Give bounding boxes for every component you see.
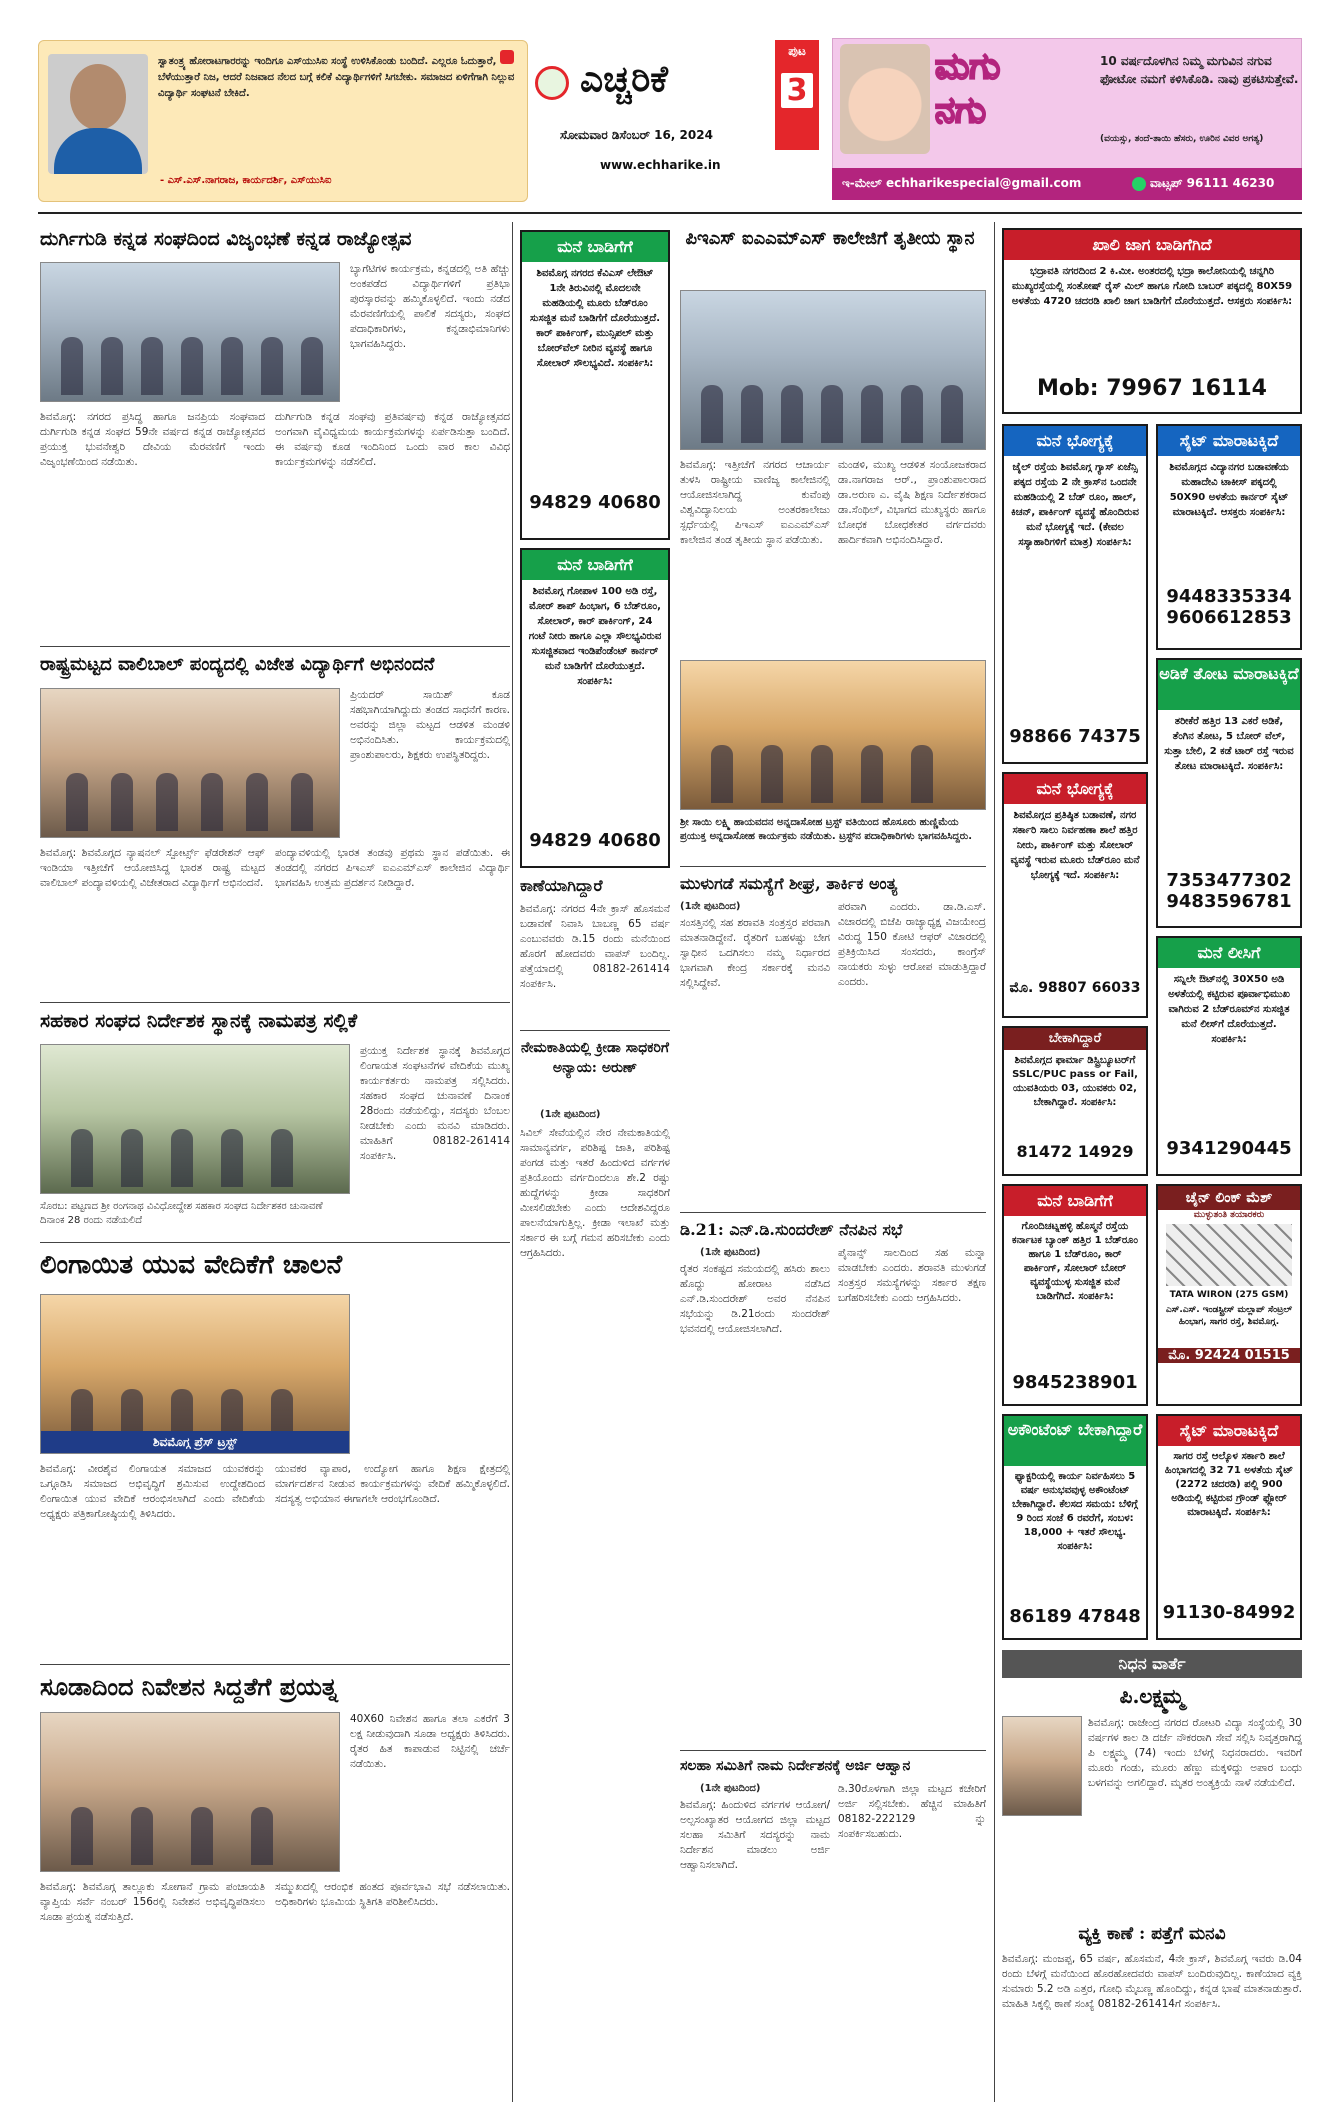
article-body: ಪರವಾಗಿ ಎಂದರು. ಡಾ.ಡಿ.ಎಸ್. ವಿಚಾರದಲ್ಲಿ ಬಿಜೆಪಿ ರಾಜ್ಯಾಧ್ಯಕ್ಷ ವಿಜಯೇಂದ್ರ ವಿರುದ್ಧ 150 ಕೋಟಿ ಆಫರ್ ವಿಚಾರದಲ್ಲಿ ಪ್ರತಿಕ್ರಿಯಿಸಿದ ಸಂಸದರು, ಕಾಂಗ್ರೆಸ್ ನಾಯಕರು ಸುಳ್ಳು ಆರೋಪ ಮಾಡುತ್ತಿದ್ದಾರೆ ಎಂದರು. [838, 901, 986, 988]
ad-text: ಶಿವಮೊಗ್ಗದ ಫಾರ್ಮಾ ಡಿಸ್ಟ್ರಿಬ್ಯೂಟರ್‌ಗೆ SSLC/PUC pass or Fail, ಯುವತಿಯರು 03, ಯುವಕರು 02, ಬೇಕಾಗಿದ್ದಾರೆ. ಸಂಪರ್ಕಿಸಿ: [1012, 1055, 1138, 1108]
article-body: ಶಿವಮೊಗ್ಗ: ಇತ್ತೀಚೆಗೆ ನಗರದ ಆಚಾರ್ಯ ತುಳಸಿ ರಾಷ್ಟ್ರೀಯ ವಾಣಿಜ್ಯ ಕಾಲೇಜಿನಲ್ಲಿ ಆಯೋಜಿಸಲಾಗಿದ್ದ ಕುವೆಂಪು ವಿಶ್ವವಿದ್ಯಾನಿಲಯ ಅಂತರಕಾಲೇಜು ಸ್ಪರ್ಧೆಯಲ್ಲಿ ಪಿಇಎಸ್ ಐಎಎಮ್‌ಎಸ್ ಕಾಲೇಜಿನ ತಂಡ ತೃತೀಯ ಸ್ಥಾನ ಪಡೆಯಿತು. [680, 459, 830, 546]
obituary-heading: ನಿಧನ ವಾರ್ತೆ [1002, 1650, 1302, 1678]
article-photo [40, 688, 340, 838]
article-body: ಶಿವಮೊಗ್ಗ: ನಗರದ ಪ್ರಸಿದ್ಧ ಹಾಗೂ ಜನಪ್ರಿಯ ಸಂಘವಾದ ದುರ್ಗಿಗುಡಿ ಕನ್ನಡ ಸಂಘದ 59ನೇ ವರ್ಷದ ಕನ್ನಡ ರಾಜ್ಯೋತ್ಸವದ ಪ್ರಯುಕ್ತ ಭುವನೇಶ್ವರಿ ದೇವಿಯ ಮೆರವಣಿಗೆ ಇಂದು ವಿಜೃಂಭಣೆಯಿಂದ ನಡೆಯಿತು. [40, 411, 265, 468]
ad-khali-jaga [1002, 228, 1302, 414]
article-headline: ಸಹಕಾರ ಸಂಘದ ನಿರ್ದೇಶಕ ಸ್ಥಾನಕ್ಕೆ ನಾಮಪತ್ರ ಸಲ್ಲಿಕೆ [40, 1010, 358, 1032]
article-body: ಯುವಕರ ವ್ಯಾಪಾರ, ಉದ್ಯೋಗ ಹಾಗೂ ಶಿಕ್ಷಣ ಕ್ಷೇತ್ರದಲ್ಲಿ ಮಾರ್ಗದರ್ಶನ ನೀಡುವ ಕಾರ್ಯಕ್ರಮಗಳನ್ನು ವೇದಿಕೆ ಹಮ್ಮಿಕೊಳ್ಳಲಿದೆ. ಸದಸ್ಯತ್ವ ಅಭಿಯಾನ ಈಗಾಗಲೇ ಆರಂಭಗೊಂಡಿದೆ. [275, 1463, 510, 1505]
ad-mane-bhogya [1002, 772, 1148, 1018]
ad-heading: ಕಾಣೆಯಾಗಿದ್ದಾರೆ [520, 876, 603, 895]
ad-text: ಶಿವಮೊಗ್ಗ ಗೋಪಾಳ 100 ಅಡಿ ರಸ್ತೆ, ಮೋರ್ ಶಾಪ್ ಹಿಂಭಾಗ, 6 ಬೆಡ್‌ರೂಂ, ಸೋಲಾರ್, ಕಾರ್ ಪಾರ್ಕಿಂಗ್, 24 ಗಂಟೆ ನೀರು ಹಾಗೂ ಎಲ್ಲಾ ಸೌಲಭ್ಯವಿರುವ ಸುಸಜ್ಜಿತವಾದ ಇಂಡಿಪೆಂಡೆಂಟ್ ಕಾರ್ನರ್ ಮನೆ ಬಾಡಿಗೆಗೆ ದೊರೆಯುತ್ತದೆ. ಸಂಪರ್ಕಿಸಿ: [528, 586, 662, 687]
article-divider [40, 1242, 510, 1243]
article-divider [40, 1664, 510, 1665]
website-link[interactable]: www.echharike.in [600, 158, 721, 172]
logo-icon [535, 66, 569, 100]
article-body: ಬ್ಯಾಗೆಟಿಗಳ ಕಾರ್ಯಕ್ರಮ, ಕನ್ನಡದಲ್ಲಿ ಅತಿ ಹೆಚ್ಚು ಅಂಕಪಡೆದ ವಿದ್ಯಾರ್ಥಿಗಳಿಗೆ ಪ್ರತಿಭಾ ಪುರಸ್ಕಾರವನ್ನು ಹಮ್ಮಿಕೊಳ್ಳಲಿದೆ. ಇಂದು ನಡೆದ ಮೆರವಣಿಗೆಯಲ್ಲಿ ಪಾಲಿಕೆ ಸದಸ್ಯರು, ಸಂಘದ ಪದಾಧಿಕಾರಿಗಳು, ಕನ್ನಡಾಭಿಮಾನಿಗಳು ಭಾಗವಹಿಸಿದ್ದರು. [350, 263, 510, 350]
article-divider [680, 866, 986, 867]
mesh-image [1166, 1224, 1292, 1286]
magu-ad-contact-strip [832, 168, 1302, 200]
page-number: 3 [781, 73, 813, 108]
ad-mane-badige [520, 230, 670, 540]
ad-text: ಗೊಂದಿಚಟ್ನಹಳ್ಳಿ ಹೊಸ್ಮನೆ ರಸ್ತೆಯ ಕರ್ನಾಟಕ ಬ್ಯಾಂಕ್ ಹತ್ತಿರ 1 ಬೆಡ್‌ರೂಂ ಹಾಗೂ 1 ಬೆಡ್‌ರೂಂ, ಕಾರ್ ಪಾರ್ಕಿಂಗ್, ಸೋಲಾರ್ ಬೋರ್ ವ್ಯವಸ್ಥೆಯುಳ್ಳ ಸುಸಜ್ಜಿತ ಮನೆ ಬಾಡಿಗೆಗಿದೆ. ಸಂಪರ್ಕಿಸಿ: [1012, 1221, 1138, 1302]
magu-ad-note: (ವಯಸ್ಸು, ತಂದೆ-ತಾಯಿ ಹೆಸರು, ಊರಿನ ವಿವರ ಅಗತ್ಯ) [1100, 134, 1264, 144]
ad-phone[interactable]: Mob: 79967 16114 [1037, 376, 1267, 401]
ad-text: ಸಾಗರ ರಸ್ತೆ ಆಲ್ಕೊಳ ಸರ್ಕಾರಿ ಶಾಲೆ ಹಿಂಭಾಗದಲ್ಲಿ 32 71 ಅಳತೆಯ ಸೈಟ್ (2272 ಚದರಡಿ) ಪಲ್ಲಿ 900 ಅಡಿಯಲ್ಲಿ ಕಟ್ಟಿರುವ ಗ್ರೌಂಡ್ ಫ್ಲೋರ್ ಮಾರಾಟಕ್ಕಿದೆ. ಸಂಪರ್ಕಿಸಿ: [1164, 1451, 1294, 1518]
article-body: ಶಿವಮೊಗ್ಗ: ಹಿಂದುಳಿದ ವರ್ಗಗಳ ಆಯೋಗ/ಅಲ್ಪಸಂಖ್ಯಾತರ ಆಯೋಗದ ಜಿಲ್ಲಾ ಮಟ್ಟದ ಸಲಹಾ ಸಮಿತಿಗೆ ಸದಸ್ಯರನ್ನು ನಾಮ ನಿರ್ದೇಶನ ಮಾಡಲು ಅರ್ಜಿ ಆಹ್ವಾನಿಸಲಾಗಿದೆ. [680, 1799, 830, 1871]
article-photo [40, 1712, 340, 1872]
ad-phone[interactable]: 98866 74375 [1009, 726, 1141, 747]
article-headline: ಸಲಹಾ ಸಮಿತಿಗೆ ನಾಮ ನಿರ್ದೇಶನಕ್ಕೆ ಅರ್ಜಿ ಆಹ್ವಾನ [680, 1758, 911, 1774]
article-body: ಸಂಸತ್ತಿನಲ್ಲಿ ಸಹ ಶರಾವತಿ ಸಂತ್ರಸ್ತರ ಪರವಾಗಿ ಮಾತನಾಡಿದ್ದೇನೆ. ರೈತರಿಗೆ ಬಹಳಷ್ಟು ಬೇಗ ಸ್ವಾಧೀನ ಒದಗಿಸಲು ನಮ್ಮ ನಿರ್ಧಾರದ ಭಾಗವಾಗಿ ಕೇಂದ್ರ ಸರ್ಕಾರಕ್ಕೆ ಮನವಿ ಸಲ್ಲಿಸಿದ್ದೇವೆ. [680, 917, 830, 989]
missing-text: ಶಿವಮೊಗ್ಗ: ಮಂಜಪ್ಪ, 65 ವರ್ಷ, ಹೊಸಮನೆ, 4ನೇ ಕ್ರಾಸ್, ಶಿವಮೊಗ್ಗ ಇವರು ಡಿ.04 ರಂದು ಬೆಳಗ್ಗೆ ಮನೆಯಿಂದ ಹೊರಹೋದವರು ವಾಪಸ್ ಬಂದಿರುವುದಿಲ್ಲ. ಕಾಣೆಯಾದ ವ್ಯಕ್ತಿ ಸುಮಾರು 5.2 ಅಡಿ ಎತ್ತರ, ಗೋಧಿ ಮೈಬಣ್ಣ ಹೊಂದಿದ್ದು, ಕನ್ನಡ ಭಾಷೆ ಮಾತನಾಡುತ್ತಾರೆ. ಮಾಹಿತಿ ಸಿಕ್ಕಲ್ಲಿ ಠಾಣೆ ಸಂಖ್ಯೆ 08182-261414ಗೆ ಸಂಪರ್ಕಿಸಿ. [1002, 1953, 1302, 2010]
article-headline: ದುರ್ಗಿಗುಡಿ ಕನ್ನಡ ಸಂಘದಿಂದ ವಿಜೃಂಭಣೆ ಕನ್ನಡ ರಾಜ್ಯೋತ್ಸವ [40, 228, 412, 250]
obituary-name: ಪಿ.ಲಕ್ಷ್ಮಮ್ಮ [1119, 1684, 1185, 1708]
article-headline: ಮುಳುಗಡೆ ಸಮಸ್ಯೆಗೆ ಶೀಘ್ರ, ತಾರ್ಕಿಕ ಅಂತ್ಯ [680, 874, 898, 893]
article-body: ರೈತರ ಸಂಕಷ್ಟದ ಸಮಯದಲ್ಲಿ ಹಸಿರು ಶಾಲು ಹೊದ್ದು ಹೋರಾಟ ನಡೆಸಿದ ಎನ್.ಡಿ.ಸುಂದರೇಶ್ ಅವರ ನೆನಪಿನ ಸಭೆಯನ್ನು ಡಿ.21ರಂದು ಸುಂದರೇಶ್ ಭವನದಲ್ಲಿ ಆಯೋಜಿಸಲಾಗಿದೆ. [680, 1263, 830, 1335]
article-photo [40, 1044, 350, 1194]
ad-text: ಶಿವಮೊಗ್ಗ: ನಗರದ 4ನೇ ಕ್ರಾಸ್ ಹೊಸಮನೆ ಬಡಾವಣೆ ನಿವಾಸಿ ಬಾಬಣ್ಣ 65 ವರ್ಷ ಎಂಬುವವರು ಡಿ.15 ರಂದು ಮನೆಯಿಂದ ಹೊರಗೆ ಹೋದವರು ವಾಪಸ್ ಬಂದಿಲ್ಲ. ಪತ್ತೆಯಾದಲ್ಲಿ 08182-261414 ಸಂಪರ್ಕಿಸಿ. [520, 903, 670, 990]
ad-site-sale [1156, 424, 1302, 650]
whatsapp-icon [1132, 177, 1146, 191]
article-body: ಡಿ.30ರೊಳಗಾಗಿ ಜಿಲ್ಲಾ ಮಟ್ಟದ ಕಚೇರಿಗೆ ಅರ್ಜಿ ಸಲ್ಲಿಸಬೇಕು. ಹೆಚ್ಚಿನ ಮಾಹಿತಿಗೆ 08182-222129 ನ್ನು ಸಂಪರ್ಕಿಸಬಹುದು. [838, 1783, 986, 1840]
ad-text: ಶಿವಮೊಗ್ಗದ ವಿದ್ಯಾನಗರ ಬಡಾವಣೆಯ ಮಹಾದೇವಿ ಟಾಕೀಸ್ ಪಕ್ಕದಲ್ಲಿ 50X90 ಅಳತೆಯ ಕಾರ್ನರ್ ಸೈಟ್ ಮಾರಾಟಕ್ಕಿದೆ. ಆಸಕ್ತರು ಸಂಪರ್ಕಿಸಿ: [1169, 462, 1289, 518]
ad-phone[interactable]: 94829 40680 [529, 492, 661, 513]
article-headline: ಸೂಡಾದಿಂದ ನಿವೇಶನ ಸಿದ್ದತೆಗೆ ಪ್ರಯತ್ನ [40, 1672, 338, 1701]
author-photo [48, 54, 148, 174]
article-dateline: (1ನೇ ಪುಟದಿಂದ) [540, 1109, 601, 1120]
press-trust-banner: ಶಿವಮೊಗ್ಗ ಪ್ರೆಸ್ ಟ್ರಸ್ಟ್ [41, 1431, 349, 1453]
article-divider [520, 1030, 670, 1031]
article-divider [40, 646, 510, 647]
ad-heading: ಮನೆ ಬಾಡಿಗೆಗೆ [1004, 1186, 1146, 1216]
article-body: ಸಿವಿಲ್ ಸೇವೆಯಲ್ಲಿನ ನೇರ ನೇಮಕಾತಿಯಲ್ಲಿ ಸಾಮಾನ್ಯವರ್ಗ, ಪರಿಶಿಷ್ಟ ಜಾತಿ, ಪರಿಶಿಷ್ಟ ಪಂಗಡ ಮತ್ತು ಇತರೆ ಹಿಂದುಳಿದ ವರ್ಗಗಳ ಪ್ರತಿಯೊಂದು ವರ್ಗದಿಂದಲೂ ಶೇ.2 ರಷ್ಟು ಹುದ್ದೆಗಳನ್ನು ಕ್ರೀಡಾ ಸಾಧಕರಿಗೆ ಮೀಸಲಿಡಬೇಕು ಎಂದು ಆದೇಶವಿದ್ದರೂ ಪಾಲನೆಯಾಗುತ್ತಿಲ್ಲ. ಕ್ರೀಡಾ ಇಲಾಖೆ ಮತ್ತು ಸರ್ಕಾರ ಈ ಬಗ್ಗೆ ಗಮನ ಹರಿಸಬೇಕು ಎಂದು ಆಗ್ರಹಿಸಿದರು. [520, 1127, 670, 1259]
article-dateline: (1ನೇ ಪುಟದಿಂದ) [700, 1783, 761, 1794]
article-body: ಪ್ರಿಯದರ್ ಸಾಯಿಶ್ ಕೂಡ ಸಹಭಾಗಿಯಾಗಿದ್ದುದು ತಂಡದ ಸಾಧನೆಗೆ ಕಾರಣ. ಅವರನ್ನು ಜಿಲ್ಲಾ ಮಟ್ಟದ ಆಡಳಿತ ಮಂಡಳಿ ಅಭಿನಂದಿಸಿತು. ಕಾರ್ಯಕ್ರಮದಲ್ಲಿ ಪ್ರಾಂಶುಪಾಲರು, ಶಿಕ್ಷಕರು ಉಪಸ್ಥಿತರಿದ್ದರು. [350, 689, 510, 761]
magu-title-line2: ನಗು [935, 89, 986, 131]
ad-text: ಶಿವಮೊಗ್ಗ ನಗರದ ಕೆವಿಎಸ್ ಲೇಔಟ್ 1ನೇ ತಿರುವಿನಲ್ಲಿ ಮೊದಲನೇ ಮಹಡಿಯಲ್ಲಿ ಮೂರು ಬೆಡ್‌ರೂಂ ಸುಸಜ್ಜಿತ ಮನೆ ಬಾಡಿಗೆಗೆ ದೊರೆಯುತ್ತದೆ. ಕಾರ್ ಪಾರ್ಕಿಂಗ್, ಮುನ್ಸಿಪಲ್ ಮತ್ತು ಬೋರ್‌ವೆಲ್ ನೀರಿನ ವ್ಯವಸ್ಥೆ ಹಾಗೂ ಸೋಲಾರ್ ಸೌಲಭ್ಯವಿದೆ. ಸಂಪರ್ಕಿಸಿ: [529, 268, 660, 369]
obituary-text: ಶಿವಮೊಗ್ಗ: ರಾಜೇಂದ್ರ ನಗರದ ರೋಟರಿ ವಿದ್ಯಾ ಸಂಸ್ಥೆಯಲ್ಲಿ 30 ವರ್ಷಗಳ ಕಾಲ ಡಿ ದರ್ಜೆ ನೌಕರರಾಗಿ ಸೇವೆ ಸಲ್ಲಿಸಿ ನಿವೃತ್ತರಾಗಿದ್ದ ಪಿ ಲಕ್ಷ್ಮಮ್ಮ (74) ಇಂದು ಬೆಳಗ್ಗೆ ನಿಧನರಾದರು. ಇವರಿಗೆ ಮೂರು ಗಂಡು, ಮೂರು ಹೆಣ್ಣು ಮಕ್ಕಳಿದ್ದು ಅಪಾರ ಬಂಧು ಬಳಗವನ್ನು ಅಗಲಿದ್ದಾರೆ. ಮೃತರ ಅಂತ್ಯಕ್ರಿಯೆ ನಾಳೆ ನಡೆಯಲಿದೆ. [1088, 1717, 1302, 1789]
ad-phone[interactable]: 9483596781 [1166, 891, 1292, 912]
article-headline: ನೇಮಕಾತಿಯಲ್ಲಿ ಕ್ರೀಡಾ ಸಾಧಕರಿಗೆ ಅನ್ಯಾಯ: ಅರುಣ್ [521, 1040, 669, 1076]
article-body: ಪೈನಾನ್ಸ್ ಸಾಲದಿಂದ ಸಹ ಮನ್ನಾ ಮಾಡಬೇಕು ಎಂದರು. ಶರಾವತಿ ಮುಳುಗಡೆ ಸಂತ್ರಸ್ತರ ಸಮಸ್ಯೆಗಳನ್ನು ಸರ್ಕಾರ ತಕ್ಷಣ ಬಗೆಹರಿಸಬೇಕು ಎಂದು ಆಗ್ರಹಿಸಿದರು. [838, 1247, 986, 1304]
masthead-quote: ಸ್ವಾತಂತ್ರ್ಯ ಹೋರಾಟಗಾರರನ್ನು ಇಂದಿಗೂ ಎಸ್‌ಯುಸಿಐ ಸಂಸ್ಥೆ ಉಳಿಸಿಕೊಂಡು ಬಂದಿದೆ. ಎಲ್ಲರೂ ಓದುತ್ತಾರೆ, ಬೆಳೆಯುತ್ತಾರೆ ನಿಜ, ಆದರೆ ನಿಜವಾದ ನೆಲದ ಬಗ್ಗೆ ಕಲಿಕೆ ವಿದ್ಯಾರ್ಥಿಗಳಿಗೆ ಸಿಗಬೇಕು. ಸಮಾಜದ ಏಳಿಗೆಗಾಗಿ ನಿಲ್ಲುವ ವಿದ್ಯಾರ್ಥಿ ಸಂಘಟನೆ ಬೇಕಿದೆ. [158, 56, 515, 99]
ad-text: ಎಸ್.ಎಸ್. ಇಂಡಸ್ಟ್ರೀಸ್ ಮಲ್ಲಾಪ್ ಸೆಂಟ್ರಲ್ ಹಿಂಭಾಗ, ಸಾಗರ ರಸ್ತೆ, ಶಿವಮೊಗ್ಗ. [1165, 1305, 1293, 1327]
ad-text: ಸನ್ನಿಲೇ ಔಟ್‌ನಲ್ಲಿ 30X50 ಅಡಿ ಅಳತೆಯಲ್ಲಿ ಕಟ್ಟಿರುವ ಪೂರ್ವಾಭಿಮುಖ ವಾಗಿರುವ 2 ಬೆಡ್‌ರೂಮ್‌ನ ಸುಸಜ್ಜಿತ ಮನೆ ಲೀಸ್‌ಗೆ ದೊರೆಯುತ್ತದೆ. ಸಂಪರ್ಕಿಸಿ: [1168, 974, 1290, 1045]
magu-ad-text: 10 ವರ್ಷದೊಳಗಿನ ನಿಮ್ಮ ಮಗುವಿನ ನಗುವ ಫೋಟೋ ನಮಗೆ ಕಳಿಸಿಕೊಡಿ. ನಾವು ಪ್ರಕಟಿಸುತ್ತೇವೆ. [1100, 54, 1299, 86]
article-headline: ಡಿ.21: ಎನ್.ಡಿ.ಸುಂದರೇಶ್ ನೆನಪಿನ ಸಭೆ [680, 1220, 903, 1239]
ad-heading: ಮನೆ ಭೋಗ್ಯಕ್ಕೆ [1004, 774, 1146, 804]
ad-mane-lease [1156, 936, 1302, 1176]
article-body: ಸಮ್ಮುಖದಲ್ಲಿ ಆರಂಭಿಕ ಹಂತದ ಪೂರ್ವಭಾವಿ ಸಭೆ ನಡೆಸಲಾಯಿತು. ಅಧಿಕಾರಿಗಳು ಭೂಮಿಯ ಸ್ಥಿತಿಗತಿ ಪರಿಶೀಲಿಸಿದರು. [275, 1881, 510, 1908]
ad-phone[interactable]: ಮೊ. 92424 01515 [1158, 1348, 1300, 1363]
issue-date: ಸೋಮವಾರ ಡಿಸೆಂಬರ್ 16, 2024 [560, 128, 713, 142]
ad-text: ಫ್ಯಾಕ್ಟರಿಯಲ್ಲಿ ಕಾರ್ಯ ನಿರ್ವಹಿಸಲು 5 ವರ್ಷ ಅನುಭವವುಳ್ಳ ಅಕೌಂಟೆಂಟ್ ಬೇಕಾಗಿದ್ದಾರೆ. ಕೆಲಸದ ಸಮಯ: ಬೆಳಿಗ್ಗೆ 9 ರಿಂದ ಸಂಜೆ 6 ರವರೆಗೆ, ಸಂಬಳ: 18,000 + ಇತರೆ ಸೌಲಭ್ಯ. ಸಂಪರ್ಕಿಸಿ: [1012, 1471, 1138, 1552]
ad-phone[interactable]: ಮೊ. 98807 66033 [1009, 980, 1141, 996]
ad-phone[interactable]: 94829 40680 [529, 830, 661, 851]
ad-phone[interactable]: 7353477302 [1166, 870, 1292, 891]
newspaper-logo: ಎಚ್ಚರಿಕೆ [580, 58, 668, 100]
article-dateline: (1ನೇ ಪುಟದಿಂದ) [680, 901, 741, 912]
ad-text: ಜೈಲ್ ರಸ್ತೆಯ ಶಿವಮೊಗ್ಗ ಗ್ಯಾಸ್ ಏಜೆನ್ಸಿ ಪಕ್ಕದ ರಸ್ತೆಯ 2 ನೇ ಕ್ರಾಸ್‌ನ ಒಂದನೇ ಮಹಡಿಯಲ್ಲಿ 2 ಬೆಡ್ ರೂಂ, ಹಾಲ್, ಕಿಚನ್, ಪಾರ್ಕಿಂಗ್ ವ್ಯವಸ್ಥೆ ಹೊಂದಿರುವ ಮನೆ ಭೋಗ್ಯಕ್ಕೆ ಇದೆ. (ಕೇವಲ ಸಸ್ಯಾಹಾರಿಗಳಿಗೆ ಮಾತ್ರ) ಸಂಪರ್ಕಿಸಿ: [1011, 462, 1139, 548]
article-headline: ರಾಷ್ಟ್ರಮಟ್ಟದ ವಾಲಿಬಾಲ್ ಪಂದ್ಯದಲ್ಲಿ ವಿಜೇತ ವಿದ್ಯಾರ್ಥಿಗೆ ಅಭಿನಂದನೆ [40, 654, 435, 675]
masthead-divider [38, 212, 1302, 214]
ad-phone[interactable]: 9448335334 [1166, 586, 1292, 607]
article-divider [680, 1212, 986, 1213]
ad-heading: ಚೈನ್ ಲಿಂಕ್ ಮೆಶ್ [1158, 1186, 1300, 1210]
article-photo [40, 262, 340, 402]
article-headline: ಪಿಇಎಸ್ ಐಎಎಮ್‌ಎಸ್ ಕಾಲೇಜಿಗೆ ತೃತೀಯ ಸ್ಥಾನ [685, 228, 975, 249]
ad-heading: ಮನೆ ಬಾಡಿಗೆಗೆ [522, 550, 668, 580]
article-photo [40, 1294, 350, 1454]
article-photo [680, 290, 986, 450]
ad-mane-bhogya [1002, 424, 1148, 764]
ad-phone[interactable]: 9845238901 [1012, 1372, 1138, 1393]
ad-heading: ಮನೆ ಭೋಗ್ಯಕ್ಕೆ [1004, 426, 1146, 456]
ad-subheading: ಮುಳ್ಳುತಂತಿ ತಯಾರಕರು [1193, 1210, 1265, 1220]
ad-mane-badige [520, 548, 670, 868]
ad-heading: ಸೈಟ್ ಮಾರಾಟಕ್ಕಿದೆ [1158, 426, 1300, 456]
ad-phone[interactable]: 9606612853 [1166, 607, 1292, 628]
ad-heading: ಖಾಲಿ ಜಾಗ ಬಾಡಿಗೆಗಿದೆ [1004, 230, 1300, 260]
ad-heading: ಅಡಿಕೆ ತೋಟ ಮಾರಾಟಕ್ಕಿದೆ [1158, 660, 1300, 710]
ad-text: ತರೀಕೆರೆ ಹತ್ತಿರ 13 ಎಕರೆ ಅಡಿಕೆ, ತೆಂಗಿನ ತೋಟ, 5 ಬೋರ್ ವೆಲ್, ಸುತ್ತಾ ಬೇಲಿ, 2 ಕಡೆ ಟಾರ್ ರಸ್ತೆ ಇರುವ ತೋಟ ಮಾರಾಟಕ್ಕಿದೆ. ಸಂಪರ್ಕಿಸಿ: [1164, 716, 1294, 772]
ad-adike-tota [1156, 658, 1302, 928]
article-body: 40X60 ನಿವೇಶನ ಹಾಗೂ ತಲಾ ಎಕರೆಗೆ 3 ಲಕ್ಷ ನೀಡುವುದಾಗಿ ಸೂಡಾ ಅಧ್ಯಕ್ಷರು ತಿಳಿಸಿದರು. ರೈತರ ಹಿತ ಕಾಪಾಡುವ ನಿಟ್ಟಿನಲ್ಲಿ ಚರ್ಚೆ ನಡೆಯಿತು. [350, 1713, 510, 1770]
magu-nagu-title [935, 44, 1095, 132]
ad-phone[interactable]: 81472 14929 [1016, 1142, 1134, 1161]
ad-chain-link [1156, 1184, 1302, 1406]
page-number-box [775, 40, 819, 150]
article-body: ಶಿವಮೊಗ್ಗ: ಶಿವಮೊಗ್ಗ ತಾಲ್ಲೂಕು ಸೋಗಾನೆ ಗ್ರಾಮ ಪಂಚಾಯತಿ ವ್ಯಾಪ್ತಿಯ ಸರ್ವೆ ನಂಬರ್ 156ರಲ್ಲಿ ನಿವೇಶನ ಅಭಿವೃದ್ಧಿಪಡಿಸಲು ಸೂಡಾ ಪ್ರಯತ್ನ ನಡೆಸುತ್ತಿದೆ. [40, 1881, 265, 1923]
ad-heading: ಬೇಕಾಗಿದ್ದಾರೆ [1004, 1028, 1146, 1050]
ad-site-sale [1156, 1414, 1302, 1640]
column-divider [994, 222, 995, 2102]
article-headline: ಲಿಂಗಾಯಿತ ಯುವ ವೇದಿಕೆಗೆ ಚಾಲನೆ [40, 1250, 343, 1280]
article-dateline: (1ನೇ ಪುಟದಿಂದ) [700, 1247, 761, 1258]
photo-caption: ಶ್ರೀ ಸಾಯಿ ಲಕ್ಷ್ಮಿ ಹಾಯವದನ ಅನ್ನದಾಸೋಹ ಟ್ರಸ್ಟ್ ವತಿಯಿಂದ ಹೊಸೂರು ಹುಣ್ಣಿಮೆಯ ಪ್ರಯುಕ್ತ ಅನ್ನದಾಸೋಹ ಕಾರ್ಯಕ್ರಮ ನಡೆಯಿತು. ಟ್ರಸ್ಟ್‌ನ ಪದಾಧಿಕಾರಿಗಳು ಭಾಗವಹಿಸಿದ್ದರು. [680, 817, 973, 842]
ad-text: ಶಿವಮೊಗ್ಗದ ಪ್ರತಿಷ್ಠಿತ ಬಡಾವಣೆ, ನಗರ ಸರ್ಕಾರಿ ಸಾಲು ನಿರ್ವಹಣಾ ಶಾಲೆ ಹತ್ತಿರ ನೀರು, ಪಾರ್ಕಿಂಗ್ ಮತ್ತು ಸೋಲಾರ್ ವ್ಯವಸ್ಥೆ ಇರುವ ಮೂರು ಬೆಡ್‌ರೂಂ ಮನೆ ಭೋಗ್ಯಕ್ಕೆ ಇದೆ. ಸಂಪರ್ಕಿಸಿ: [1010, 810, 1140, 881]
article-divider [680, 1750, 986, 1751]
article-divider [40, 1002, 510, 1003]
ad-heading: ಸೈಟ್ ಮಾರಾಟಕ್ಕಿದೆ [1158, 1416, 1300, 1446]
article-body: ಶಿವಮೊಗ್ಗ: ಶಿವಮೊಗ್ಗದ ನ್ಯಾಷನಲ್ ಸ್ಪೋರ್ಟ್ಸ್ ಫೆಡರೇಶನ್ ಆಫ್ ಇಂಡಿಯಾ ಇತ್ತೀಚೆಗೆ ಆಯೋಜಿಸಿದ್ದ ಭಾರತ ರಾಷ್ಟ್ರ ಮಟ್ಟದ ವಾಲಿಬಾಲ್ ಪಂದ್ಯಾವಳಿಯಲ್ಲಿ ವಿಜೇತರಾದ ವಿದ್ಯಾರ್ಥಿಗೆ ಅಭಿನಂದನೆ. [40, 847, 265, 889]
magu-ad-whatsapp[interactable] [1132, 176, 1274, 191]
ad-heading: ಅಕೌಂಟೆಂಟ್ ಬೇಕಾಗಿದ್ದಾರೆ [1004, 1416, 1146, 1466]
magu-ad-email[interactable]: ಇ-ಮೇಲ್ echharikespecial@gmail.com [842, 176, 1082, 190]
article-body: ಮಂಡಳಿ, ಮುಖ್ಯ ಆಡಳಿತ ಸಂಯೋಜಕರಾದ ಡಾ.ನಾಗರಾಜ ಆರ್., ಪ್ರಾಂಶುಪಾಲರಾದ ಡಾ.ಅರುಣ ಎ. ವೈಷಿ ಶಿಕ್ಷಣ ನಿರ್ದೇಶಕರಾದ ಡಾ.ಸೆಂಥಿಲ್, ವಿಭಾಗದ ಮುಖ್ಯಸ್ಥರು ಹಾಗೂ ಬೋಧಕ ಬೋಧಕೇತರ ವರ್ಗದವರು ಹಾರ್ದಿಕವಾಗಿ ಅಭಿನಂದಿಸಿದ್ದಾರೆ. [838, 459, 986, 546]
ad-text: ಭದ್ರಾವತಿ ನಗರದಿಂದ 2 ಕಿ.ಮೀ. ಅಂತರದಲ್ಲಿ ಭದ್ರಾ ಕಾಲೋನಿಯಲ್ಲಿ ಚನ್ನಗಿರಿ ಮುಖ್ಯರಸ್ತೆಯಲ್ಲಿ ಸಂತೋಷ್ ರೈಸ್ ಮಿಲ್ ಹಾಗೂ ಗೋದಿ ಬಾಬರ್ ಪಕ್ಕದಲ್ಲಿ 80X59 ಅಳತೆಯ 4720 ಚದರಡಿ ಖಾಲಿ ಜಾಗ ಬಾಡಿಗೆಗೆ ದೊರೆಯುತ್ತದೆ. ಆಸಕ್ತರು ಸಂಪರ್ಕಿಸಿ: [1011, 266, 1293, 307]
article-body: ಪ್ರಯುಕ್ತ ನಿರ್ದೇಶಕ ಸ್ಥಾನಕ್ಕೆ ಶಿವಮೊಗ್ಗದ ಲಿಂಗಾಯತ ಸಂಘಟನೆಗಳ ವೇದಿಕೆಯ ಮುಖ್ಯ ಕಾರ್ಯಕರ್ತರು ನಾಮಪತ್ರ ಸಲ್ಲಿಸಿದರು. ಸಹಕಾರ ಸಂಘದ ಚುನಾವಣೆ ದಿನಾಂಕ 28ರಂದು ನಡೆಯಲಿದ್ದು, ಸದಸ್ಯರು ಬೆಂಬಲ ನೀಡಬೇಕು ಎಂದು ಮನವಿ ಮಾಡಿದರು. ಮಾಹಿತಿಗೆ 08182-261414 ಸಂಪರ್ಕಿಸಿ. [360, 1045, 510, 1162]
ad-phone[interactable]: 9341290445 [1166, 1138, 1292, 1159]
baby-photo [840, 44, 930, 154]
ad-phone[interactable]: 91130-84992 [1162, 1602, 1296, 1623]
photo-caption: ಸೊರಬ: ಪಟ್ಟಣದ ಶ್ರೀ ರಂಗನಾಥ ವಿವಿಧೋದ್ದೇಶ ಸಹಕಾರ ಸಂಘದ ನಿರ್ದೇಶಕರ ಚುನಾವಣೆ ದಿನಾಂಕ 28 ರಂದು ನಡೆಯಲಿದೆ [40, 1201, 323, 1226]
page-label: ಪುಟ [788, 44, 806, 58]
ad-bekagiddare [1002, 1026, 1148, 1176]
article-body: ದುರ್ಗಿಗುಡಿ ಕನ್ನಡ ಸಂಘವು ಪ್ರತಿವರ್ಷವು ಕನ್ನಡ ರಾಜ್ಯೋತ್ಸವದ ಅಂಗವಾಗಿ ವೈವಿಧ್ಯಮಯ ಕಾರ್ಯಕ್ರಮಗಳನ್ನು ಏರ್ಪಡಿಸುತ್ತಾ ಬಂದಿದೆ. ಈ ವರ್ಷವು ಕೂಡ ಇಂದಿನಿಂದ ಒಂದು ವಾರ ಕಾಲ ವಿವಿಧ ಕಾರ್ಯಕ್ರಮಗಳನ್ನು ನಡೆಸಲಿದೆ. [275, 411, 510, 468]
ad-accountant [1002, 1414, 1148, 1640]
article-body: ಪಂದ್ಯಾವಳಿಯಲ್ಲಿ ಭಾರತ ತಂಡವು ಪ್ರಥಮ ಸ್ಥಾನ ಪಡೆಯಿತು. ಈ ತಂಡದಲ್ಲಿ ನಗರದ ಪಿಇಎಸ್ ಐಎಎಮ್‌ಎಸ್ ಕಾಲೇಜಿನ ವಿದ್ಯಾರ್ಥಿ ಭಾಗವಹಿಸಿ ಉತ್ತಮ ಪ್ರದರ್ಶನ ನೀಡಿದ್ದಾರೆ. [275, 847, 510, 889]
ad-heading: ಮನೆ ಬಾಡಿಗೆಗೆ [522, 232, 668, 262]
article-body: ಶಿವಮೊಗ್ಗ: ವೀರಶೈವ ಲಿಂಗಾಯತ ಸಮಾಜದ ಯುವಕರನ್ನು ಒಗ್ಗೂಡಿಸಿ ಸಮಾಜದ ಅಭಿವೃದ್ಧಿಗೆ ಶ್ರಮಿಸುವ ಉದ್ದೇಶದಿಂದ ಲಿಂಗಾಯಿತ ಯುವ ವೇದಿಕೆ ಆರಂಭಿಸಲಾಗಿದೆ ಎಂದು ವೇದಿಕೆಯ ಅಧ್ಯಕ್ಷರು ಪತ್ರಿಕಾಗೋಷ್ಠಿಯಲ್ಲಿ ತಿಳಿಸಿದರು. [40, 1463, 265, 1520]
obituary-photo [1002, 1716, 1082, 1816]
ad-phone[interactable]: 86189 47848 [1009, 1606, 1141, 1627]
column-divider [512, 222, 513, 2102]
quote-author: - ಎಸ್.ಎಸ್.ನಾಗರಾಜ, ಕಾರ್ಯದರ್ಶಿ, ಎಸ್‌ಯುಸಿಐ [160, 175, 332, 186]
ad-mane-badige [1002, 1184, 1148, 1406]
missing-heading: ವ್ಯಕ್ತಿ ಕಾಣೆ : ಪತ್ತೆಗೆ ಮನವಿ [1078, 1924, 1226, 1944]
quote-mark-icon [500, 50, 514, 64]
ad-label: TATA WIRON (275 GSM) [1169, 1290, 1289, 1300]
magu-title-line1: ಮಗು [935, 45, 1001, 87]
article-photo [680, 660, 986, 810]
whatsapp-number: ವಾಟ್ಸಪ್ 96111 46230 [1150, 176, 1275, 190]
ad-heading: ಮನೆ ಲೀಸಿಗೆ [1158, 938, 1300, 968]
